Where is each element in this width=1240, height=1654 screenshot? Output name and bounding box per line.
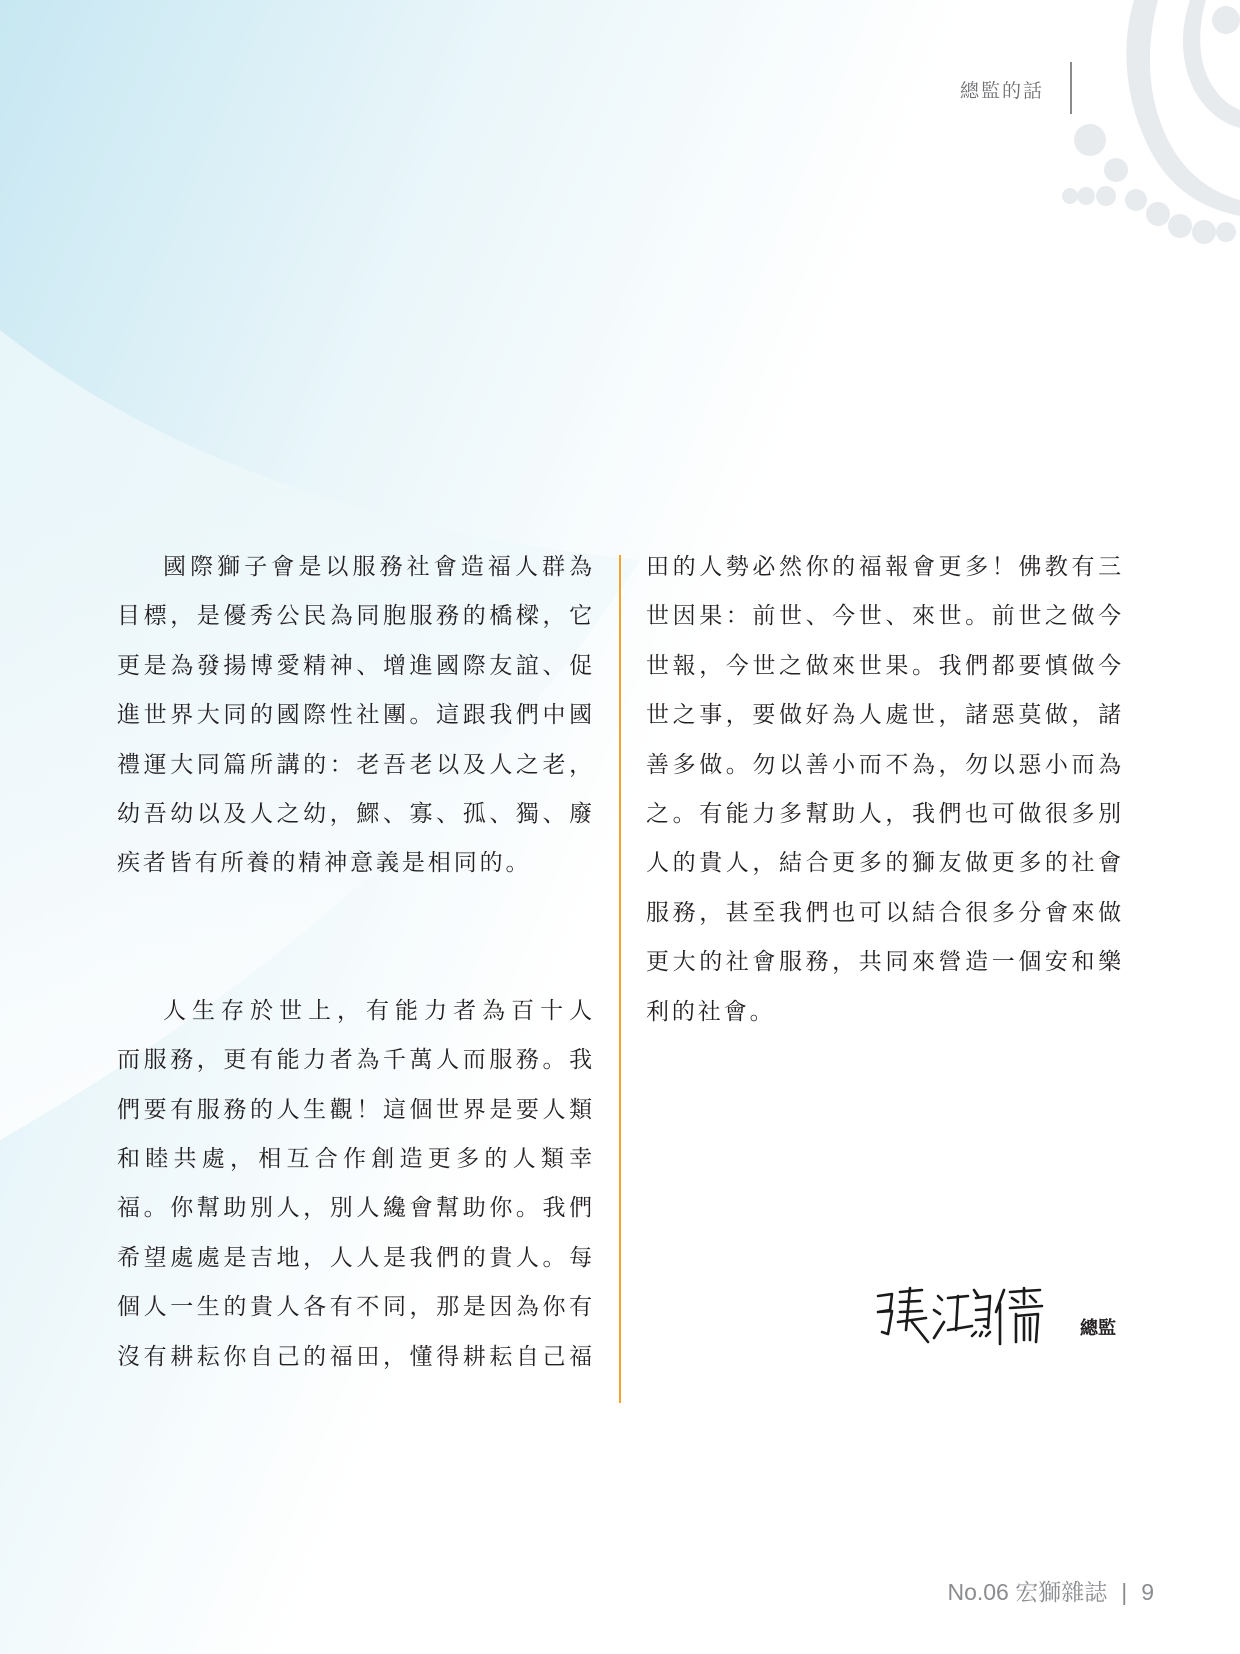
text-line: 疾者皆有所養的精神意義是相同的。 <box>117 850 532 877</box>
text-line: 希望處處是吉地，人人是我們的貴人。每 <box>117 1244 595 1271</box>
text-line: 目標，是優秀公民為同胞服務的橋樑，它 <box>117 603 595 630</box>
text-line: 和睦共處，相互合作創造更多的人類幸 <box>117 1146 595 1173</box>
text-line: 而服務，更有能力者為千萬人而服務。我 <box>117 1047 595 1074</box>
page-number: 9 <box>1141 1579 1154 1605</box>
paragraph-service-continued <box>646 543 1124 1037</box>
text-line: 禮運大同篇所講的：老吾老以及人之老， <box>117 751 595 778</box>
footer-separator: | <box>1121 1579 1128 1605</box>
right-text-column <box>646 543 1124 1037</box>
text-line: 更是為發揚博愛精神、增進國際友誼、促 <box>117 652 595 679</box>
left-text-column <box>117 543 595 1382</box>
text-line: 世之事，要做好為人處世，諸惡莫做，諸 <box>646 702 1124 729</box>
text-line: 個人一生的貴人各有不同，那是因為你有 <box>117 1294 595 1321</box>
section-label: 總監的話 <box>959 80 1044 102</box>
text-line: 們要有服務的人生觀！這個世界是要人類 <box>117 1096 595 1123</box>
paragraph-intro <box>117 543 595 889</box>
paragraph-service <box>117 987 595 1382</box>
text-line: 服務，甚至我們也可以結合很多分會來做 <box>646 899 1124 926</box>
handwritten-signature <box>872 1282 1052 1352</box>
text-line: 更大的社會服務，共同來營造一個安和樂 <box>646 949 1124 976</box>
text-line: 利的社會。 <box>646 998 776 1025</box>
text-line: 之。有能力多幫助人，我們也可做很多別 <box>646 801 1124 828</box>
text-line: 善多做。勿以善小而不為，勿以惡小而為 <box>646 751 1124 778</box>
text-line: 福。你幫助別人，別人纔會幫助你。我們 <box>117 1195 595 1222</box>
column-divider <box>619 555 621 1403</box>
text-line: 世報，今世之做來世果。我們都要慎做今 <box>646 652 1124 679</box>
text-line: 幼吾幼以及人之幼，鰥、寡、孤、獨、廢 <box>117 801 595 828</box>
text-line: 國際獅子會是以服務社會造福人群為 <box>163 554 595 580</box>
decorative-figures <box>1030 0 1240 260</box>
issue-label: No.06 宏獅雜誌 <box>947 1579 1108 1605</box>
text-line: 沒有耕耘你自己的福田，懂得耕耘自己福 <box>117 1343 595 1370</box>
signature-title: 總監 <box>1080 1318 1116 1339</box>
text-line: 進世界大同的國際性社團。這跟我們中國 <box>117 702 595 729</box>
text-line: 人生存於世上，有能力者為百十人 <box>163 997 595 1024</box>
text-line: 人的貴人，結合更多的獅友做更多的社會 <box>646 850 1124 877</box>
section-label-rule <box>1070 62 1072 114</box>
text-line: 世因果：前世、今世、來世。前世之做今 <box>646 603 1124 630</box>
text-line: 田的人勢必然你的福報會更多！佛教有三 <box>646 554 1124 580</box>
page-footer <box>947 1574 1154 1607</box>
